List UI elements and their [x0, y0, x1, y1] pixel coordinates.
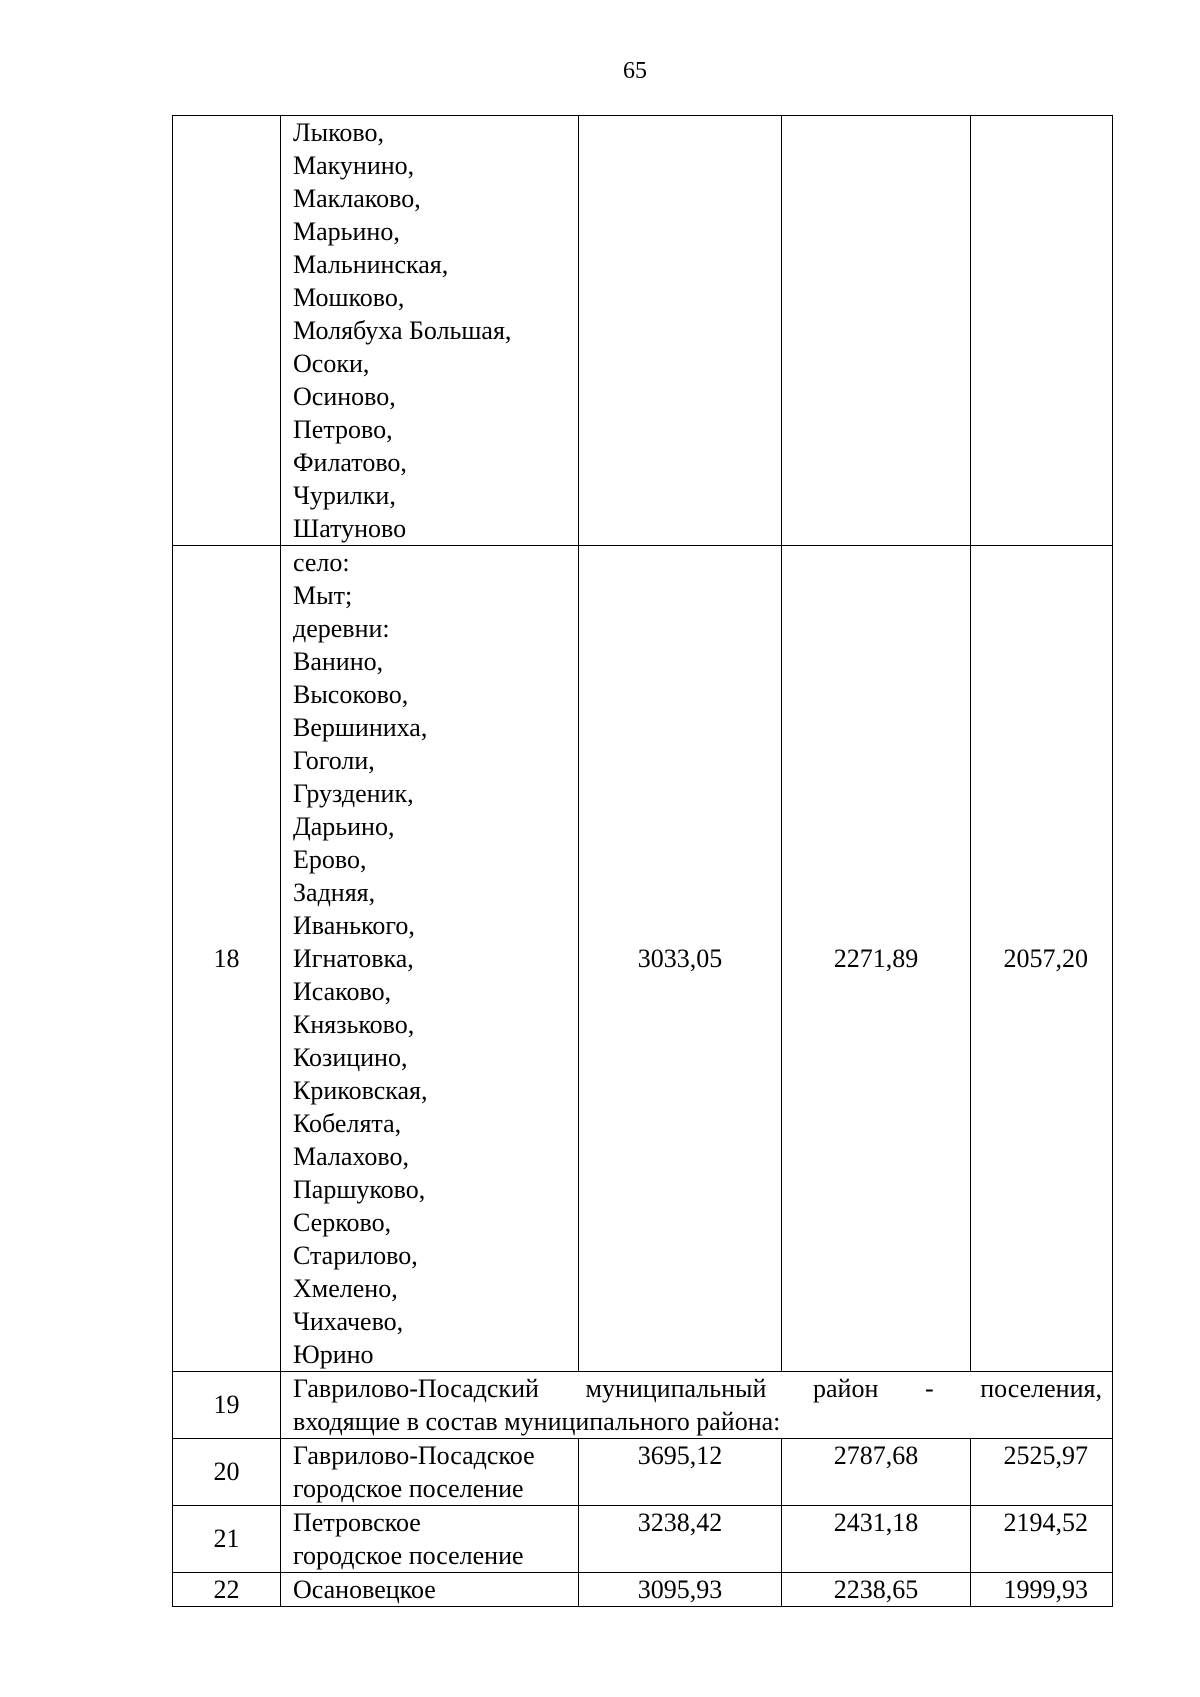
table-row: [173, 1573, 1113, 1607]
value-col-1: 3695,12: [579, 1439, 782, 1506]
value-col-1: [579, 116, 782, 546]
heading-word: -: [924, 1374, 934, 1403]
heading-word: поселения,: [980, 1374, 1102, 1403]
settlement-name: Ерово,: [293, 845, 367, 874]
settlement-name: Старилово,: [293, 1241, 418, 1270]
settlement-name: Мошково,: [293, 283, 405, 312]
row-number: 18: [173, 546, 281, 1372]
settlement-name: Чурилки,: [293, 481, 396, 510]
value-col-2: 2238,65: [782, 1573, 971, 1607]
settlement-name: Осиново,: [293, 382, 396, 411]
settlement-name: Грузденик,: [293, 779, 414, 808]
settlement-name: Мыт;: [293, 581, 353, 610]
settlement-name: Шатуново: [293, 514, 407, 543]
table-row: [173, 1372, 1113, 1439]
row-number: 22: [173, 1573, 281, 1607]
settlement-name: Паршуково,: [293, 1175, 426, 1204]
settlement-name: Малахово,: [293, 1142, 410, 1171]
page-number: 65: [623, 58, 647, 84]
row-number: 20: [173, 1439, 281, 1506]
table-row: [173, 1439, 1113, 1506]
settlement-name: село:: [293, 548, 350, 577]
settlement-name: Мальнинская,: [293, 250, 449, 279]
settlement-name-line-1: Гаврилово-Посадское: [293, 1441, 535, 1470]
settlement-name: Гоголи,: [293, 746, 375, 775]
settlement-name: деревни:: [293, 614, 390, 643]
settlement-name: Осоки,: [293, 349, 370, 378]
heading-line-2: входящие в состав муниципального района:: [293, 1407, 781, 1436]
settlement-rates-table: [172, 115, 1113, 1607]
settlement-name: Игнатовка,: [293, 944, 414, 973]
settlement-name: Макунино,: [293, 151, 415, 180]
value-col-3: 1999,93: [971, 1573, 1113, 1607]
settlement-name: Дарьино,: [293, 812, 395, 841]
settlement-name: Маклаково,: [293, 184, 421, 213]
settlement-name: Юрино: [293, 1340, 374, 1369]
settlement-name: Исаково,: [293, 977, 392, 1006]
value-col-2: 2271,89: [782, 546, 971, 1372]
settlement-name-line-1: Петровское: [293, 1508, 421, 1537]
settlement-name: Ванино,: [293, 647, 384, 676]
row-number: 21: [173, 1506, 281, 1573]
settlement-name: [281, 1506, 579, 1573]
settlement-name: Лыково,: [293, 118, 385, 147]
settlement-name: Филатово,: [293, 448, 407, 477]
settlement-name: Молябуха Большая,: [293, 316, 512, 345]
table-row: [173, 546, 1113, 1372]
value-col-3: 2194,52: [971, 1506, 1113, 1573]
value-col-1: 3095,93: [579, 1573, 782, 1607]
value-col-1: 3033,05: [579, 546, 782, 1372]
settlement-name: Серково,: [293, 1208, 392, 1237]
heading-word: район: [812, 1374, 879, 1403]
settlement-name: Марьино,: [293, 217, 400, 246]
settlement-name: Вершиниха,: [293, 713, 428, 742]
heading-word: Гаврилово-Посадский: [293, 1374, 539, 1403]
settlement-name: Криковская,: [293, 1076, 428, 1105]
value-col-3: [971, 116, 1113, 546]
row-number: 19: [173, 1372, 281, 1439]
settlement-list: [281, 116, 579, 546]
settlement-name: Кобелята,: [293, 1109, 402, 1138]
district-heading: [281, 1372, 1113, 1439]
settlement-name: Высоково,: [293, 680, 409, 709]
value-col-1: 3238,42: [579, 1506, 782, 1573]
heading-word: муниципальный: [585, 1374, 767, 1403]
settlement-name: Козицино,: [293, 1043, 408, 1072]
settlement-name: Князьково,: [293, 1010, 415, 1039]
settlement-name: Чихачево,: [293, 1307, 404, 1336]
settlement-list: [281, 546, 579, 1372]
settlement-name-line-1: Осановецкое: [293, 1575, 436, 1604]
value-col-2: 2431,18: [782, 1506, 971, 1573]
value-col-3: 2057,20: [971, 546, 1113, 1372]
settlement-name: Хмелено,: [293, 1274, 398, 1303]
table-row: [173, 1506, 1113, 1573]
settlement-name-line-2: городское поселение: [293, 1541, 524, 1570]
settlement-name: [281, 1439, 579, 1506]
table-row: [173, 116, 1113, 546]
value-col-3: 2525,97: [971, 1439, 1113, 1506]
settlement-name: Иванького,: [293, 911, 415, 940]
settlement-name: [281, 1573, 579, 1607]
settlement-name: Задняя,: [293, 878, 376, 907]
value-col-2: 2787,68: [782, 1439, 971, 1506]
value-col-2: [782, 116, 971, 546]
settlement-name-line-2: городское поселение: [293, 1474, 524, 1503]
row-number: [173, 116, 281, 546]
settlement-name: Петрово,: [293, 415, 393, 444]
